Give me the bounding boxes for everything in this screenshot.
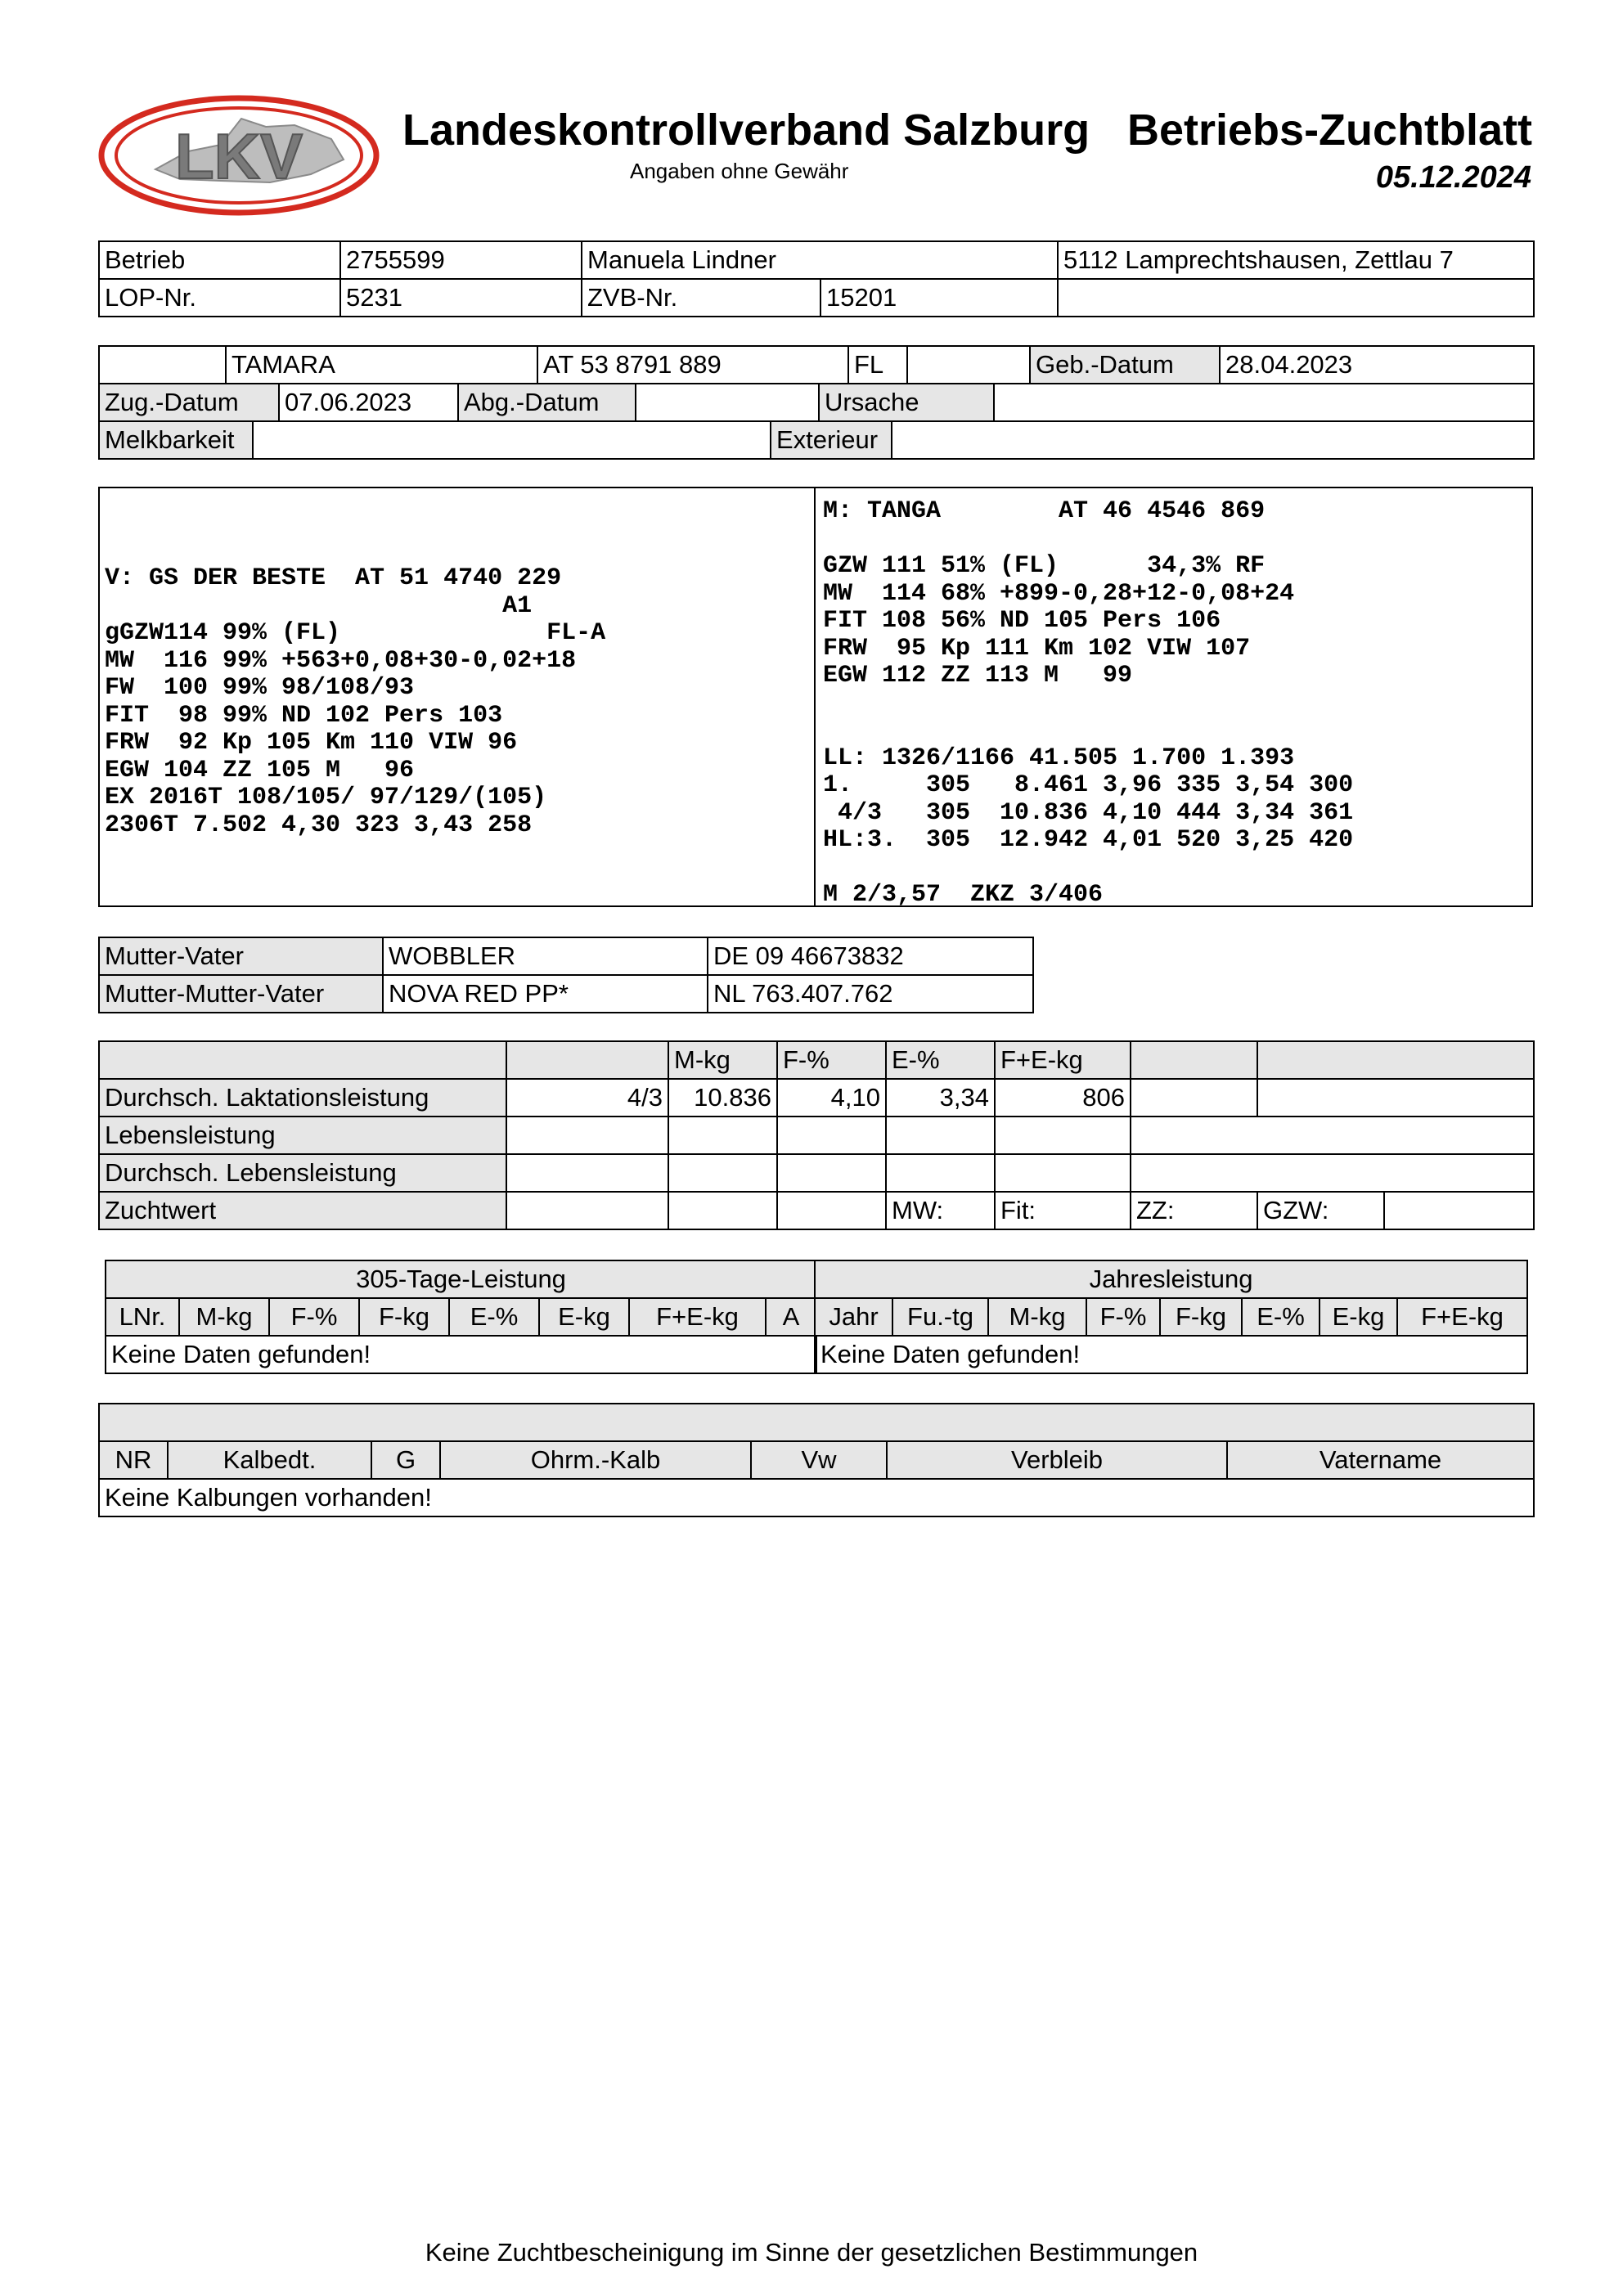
maternal-grandsire-id: DE 09 46673832 (708, 937, 1033, 975)
maternal-grandsire-label: Mutter-Vater (99, 937, 383, 975)
document-date: 05.12.2024 (1375, 160, 1531, 195)
avg-lactation-number: 4/3 (506, 1079, 668, 1117)
col-header: M-kg (988, 1298, 1086, 1336)
col-header: NR (99, 1441, 168, 1479)
sire-line: 2306T 7.502 4,30 323 3,43 258 (105, 811, 533, 839)
cause-value (994, 384, 1534, 421)
zvb-value: 15201 (820, 279, 1058, 317)
dam-line (823, 855, 1353, 883)
calvings-title (100, 1440, 1533, 1441)
exterior-label: Exterieur (771, 421, 892, 459)
avg-lactation-fat-protein-kg: 806 (995, 1079, 1131, 1117)
calvings-header (99, 1404, 1534, 1441)
zz-label: ZZ: (1131, 1192, 1257, 1229)
col-header: Jahr (815, 1298, 892, 1336)
dam-info (823, 498, 1353, 910)
milkability-value (253, 421, 771, 459)
col-header: LNr. (106, 1298, 179, 1336)
departure-date-label: Abg.-Datum (458, 384, 636, 421)
birth-date-value: 28.04.2023 (1220, 346, 1534, 384)
empty-cell (1131, 1079, 1257, 1117)
empty-cell (777, 1117, 886, 1154)
col-header: E-% (1242, 1298, 1320, 1336)
mw-label: MW: (886, 1192, 995, 1229)
col-header-protein-pct: E-% (886, 1041, 995, 1079)
avg-lactation-label: Durchsch. Laktationsleistung (99, 1079, 506, 1117)
cause-label: Ursache (819, 384, 994, 421)
farm-table (98, 240, 1535, 317)
empty-cell (99, 346, 226, 384)
col-header: Ohrm.-Kalb (440, 1441, 751, 1479)
avg-lactation-fat-pct: 4,10 (777, 1079, 886, 1117)
empty-cell (506, 1154, 668, 1192)
lop-label: LOP-Nr. (99, 279, 340, 317)
organization-title: Landeskontrollverband Salzburg (402, 106, 1090, 155)
logo-text: LKV (175, 120, 303, 192)
header-blank (99, 1041, 506, 1079)
empty-cell (777, 1192, 886, 1229)
arrival-date-label: Zug.-Datum (99, 384, 279, 421)
col-header: G (371, 1441, 440, 1479)
maternal-great-grandsire-label: Mutter-Mutter-Vater (99, 975, 383, 1013)
yield-annual-title: Jahresleistung (815, 1260, 1527, 1298)
empty-cell (907, 346, 1030, 384)
col-header: F-kg (359, 1298, 449, 1336)
dam-line: FIT 108 56% ND 105 Pers 106 (823, 607, 1221, 635)
empty-cell (668, 1192, 777, 1229)
gzw-label: GZW: (1257, 1192, 1384, 1229)
lop-value: 5231 (340, 279, 582, 317)
sire-line: FIT 98 99% ND 102 Pers 103 (105, 701, 503, 730)
sire-line: EGW 104 ZZ 105 M 96 (105, 756, 415, 784)
yield-305-table (105, 1260, 817, 1374)
col-header: E-kg (1320, 1298, 1397, 1336)
avg-lactation-mkg: 10.836 (668, 1079, 777, 1117)
header-blank (1257, 1041, 1534, 1079)
col-header: E-% (449, 1298, 539, 1336)
col-header-fat-pct: F-% (777, 1041, 886, 1079)
col-header: F+E-kg (629, 1298, 766, 1336)
performance-table (98, 1040, 1535, 1230)
farm-address: 5112 Lamprechtshausen, Zettlau 7 (1058, 241, 1534, 279)
sire-line: A1 (105, 591, 533, 620)
empty-cell (777, 1154, 886, 1192)
birth-date-label: Geb.-Datum (1030, 346, 1220, 384)
maternal-great-grandsire-id: NL 763.407.762 (708, 975, 1033, 1013)
empty-cell (506, 1192, 668, 1229)
col-header: F-kg (1160, 1298, 1242, 1336)
yield-annual-table (814, 1260, 1528, 1374)
dam-line: M: TANGA AT 46 4546 869 (823, 497, 1266, 525)
ancestors-table (98, 937, 1034, 1013)
animal-row-3 (98, 420, 1535, 460)
dam-line: HL:3. 305 12.942 4,01 520 3,25 420 (823, 826, 1354, 854)
empty-cell (668, 1117, 777, 1154)
empty-cell (886, 1154, 995, 1192)
lifetime-label: Lebensleistung (99, 1117, 506, 1154)
dam-line: 1. 305 8.461 3,96 335 3,54 300 (823, 771, 1354, 799)
col-header: Kalbedt. (168, 1441, 371, 1479)
sire-line: FRW 92 Kp 105 Km 110 VIW 96 (105, 729, 518, 757)
lkv-logo (98, 94, 380, 217)
no-data-message: Keine Daten gefunden! (106, 1336, 816, 1373)
document-title: Betriebs-Zuchtblatt (1127, 106, 1533, 155)
no-calvings-message: Keine Kalbungen vorhanden! (99, 1479, 1534, 1516)
dam-line (823, 717, 1353, 745)
col-header: Fu.-tg (892, 1298, 988, 1336)
sire-line: V: GS DER BESTE AT 51 4740 229 (105, 564, 562, 592)
sire-info (105, 565, 605, 839)
empty-cell (995, 1117, 1131, 1154)
col-header-fat-protein-kg: F+E-kg (995, 1041, 1131, 1079)
avg-lactation-protein-pct: 3,34 (886, 1079, 995, 1117)
dam-line: M 2/3,57 ZKZ 3/406 (823, 881, 1104, 909)
col-header: F-% (1086, 1298, 1160, 1336)
empty-cell (506, 1117, 668, 1154)
fit-label: Fit: (995, 1192, 1131, 1229)
breeding-value-label: Zuchtwert (99, 1192, 506, 1229)
animal-id: AT 53 8791 889 (537, 346, 848, 384)
empty-cell (1131, 1154, 1534, 1192)
sire-line: EX 2016T 108/105/ 97/129/(105) (105, 784, 547, 811)
yield-305-title: 305-Tage-Leistung (106, 1260, 816, 1298)
dam-line (823, 690, 1353, 718)
pedigree-divider (814, 488, 816, 905)
maternal-grandsire-name: WOBBLER (383, 937, 708, 975)
col-header: E-kg (539, 1298, 629, 1336)
dam-line: EGW 112 ZZ 113 M 99 (823, 662, 1133, 690)
empty-cell (1058, 279, 1534, 317)
col-header: F-% (269, 1298, 359, 1336)
footer-note: Keine Zuchtbescheinigung im Sinne der gesetzlichen Bestimmungen (425, 2238, 1198, 2267)
empty-cell (1384, 1192, 1534, 1229)
sire-line: gGZW114 99% (FL) FL-A (105, 619, 606, 647)
header-blank (506, 1041, 668, 1079)
empty-cell (886, 1117, 995, 1154)
dam-line: GZW 111 51% (FL) 34,3% RF (823, 552, 1266, 580)
exterior-value (892, 421, 1534, 459)
col-header: Vatername (1227, 1441, 1534, 1479)
empty-cell (1131, 1117, 1534, 1154)
pedigree-box (98, 487, 1533, 907)
departure-date-value (636, 384, 819, 421)
dam-line: MW 114 68% +899-0,28+12-0,08+24 (823, 579, 1295, 608)
dam-line: 4/3 305 10.836 4,10 444 3,34 361 (823, 798, 1354, 827)
dam-line (823, 526, 1353, 554)
dam-line: FRW 95 Kp 111 Km 102 VIW 107 (823, 634, 1251, 663)
col-header: F+E-kg (1397, 1298, 1527, 1336)
betrieb-value: 2755599 (340, 241, 582, 279)
no-data-message: Keine Daten gefunden! (815, 1336, 1527, 1373)
zvb-label: ZVB-Nr. (582, 279, 820, 317)
maternal-great-grandsire-name: NOVA RED PP* (383, 975, 708, 1013)
disclaimer-text: Angaben ohne Gewähr (630, 159, 849, 183)
col-header: A (766, 1298, 816, 1336)
empty-cell (995, 1154, 1131, 1192)
col-header-mkg: M-kg (668, 1041, 777, 1079)
dam-line: LL: 1326/1166 41.505 1.700 1.393 (823, 744, 1295, 772)
col-header: Vw (751, 1441, 887, 1479)
col-header: M-kg (179, 1298, 269, 1336)
empty-cell (1257, 1079, 1534, 1117)
owner-name: Manuela Lindner (582, 241, 1058, 279)
sire-line: MW 116 99% +563+0,08+30-0,02+18 (105, 646, 577, 675)
arrival-date-value: 07.06.2023 (279, 384, 458, 421)
animal-row-1 (98, 345, 1535, 384)
avg-lifetime-label: Durchsch. Lebensleistung (99, 1154, 506, 1192)
animal-name: TAMARA (226, 346, 537, 384)
col-header: Verbleib (887, 1441, 1227, 1479)
sire-line: FW 100 99% 98/108/93 (105, 674, 415, 702)
animal-breed: FL (848, 346, 907, 384)
animal-row-2 (98, 383, 1535, 422)
betrieb-label: Betrieb (99, 241, 340, 279)
calvings-table (98, 1403, 1535, 1517)
milkability-label: Melkbarkeit (99, 421, 253, 459)
first-calving-age (1232, 1440, 1528, 1441)
empty-cell (668, 1154, 777, 1192)
header-blank (1131, 1041, 1257, 1079)
